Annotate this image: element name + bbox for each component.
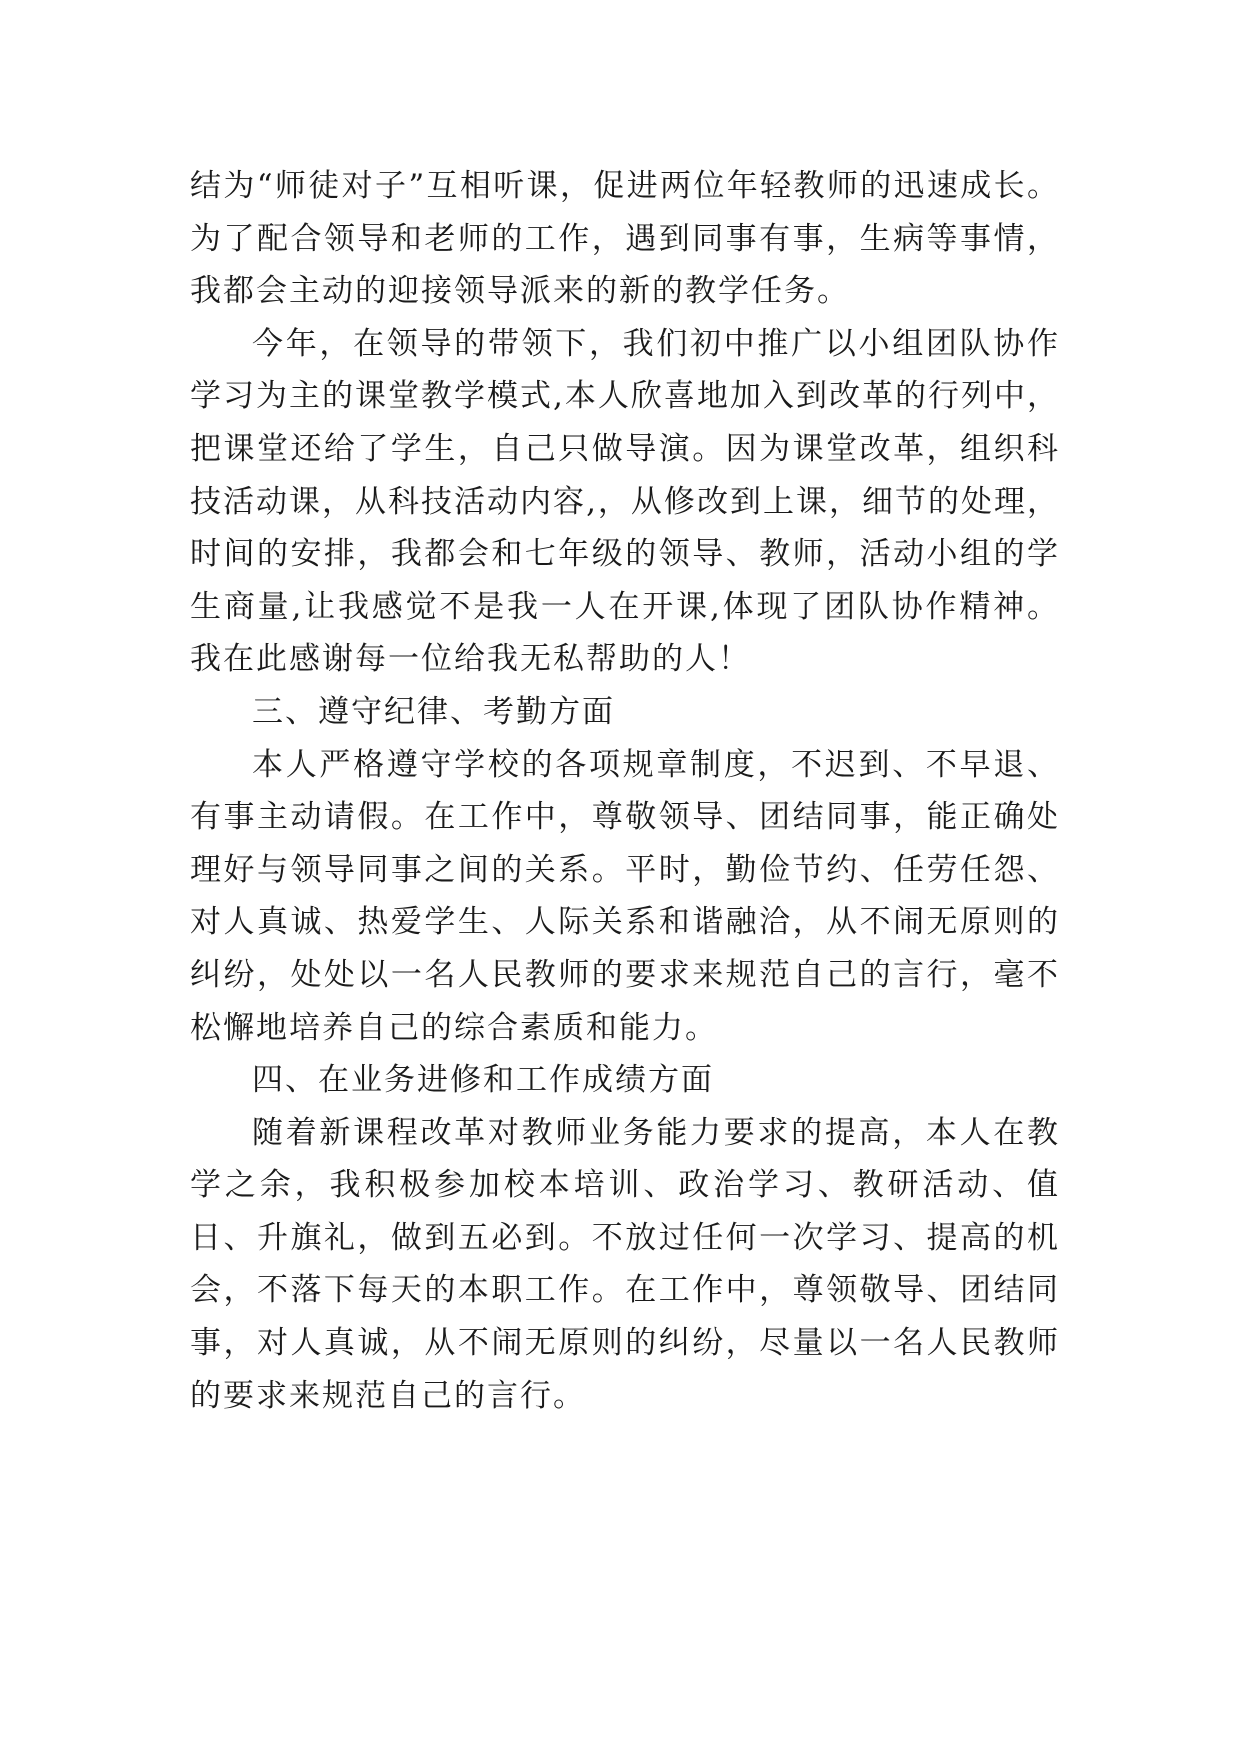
document-body bbox=[190, 160, 1060, 1422]
paragraph-discipline: 本人严格遵守学校的各项规章制度，不迟到、不早退、有事主动请假。在工作中，尊敬领导、团结同事，能正确处理好与领导同事之间的关系。平时，勤俭节约、任劳任怨、对人真诚、热爱学生、人际关系和谐融洽，从不闹无原则的纠纷，处处以一名人民教师的要求来规范自己的言行，毫不松懈地培养自己的综合素质和能力。 bbox=[190, 746, 1060, 1046]
section-heading-professional-development: 四、在业务进修和工作成绩方面 bbox=[252, 1062, 714, 1099]
section-heading-discipline: 三、遵守纪律、考勤方面 bbox=[252, 693, 615, 730]
paragraph-professional-development: 随着新课程改革对教师业务能力要求的提高，本人在教学之余，我积极参加校本培训、政治学习、教研活动、值日、升旗礼，做到五必到。不放过任何一次学习、提高的机会，不落下每天的本职工作。在工作中，尊领敬导、团结同事，对人真诚，从不闹无原则的纠纷，尽量以一名人民教师的要求来规范自己的言行。 bbox=[190, 1114, 1060, 1414]
paragraph-classroom-reform: 今年，在领导的带领下，我们初中推广以小组团队协作学习为主的课堂教学模式,本人欣喜地加入到改革的行列中，把课堂还给了学生，自己只做导演。因为课堂改革，组织科技活动课，从科技活动内容,，从修改到上课，细节的处理，时间的安排，我都会和七年级的领导、教师，活动小组的学生商量,让我感觉不是我一人在开课,体现了团队协作精神。我在此感谢每一位给我无私帮助的人！ bbox=[190, 325, 1060, 678]
paragraph-continuation: 结为“师徒对子”互相听课，促进两位年轻教师的迅速成长。为了配合领导和老师的工作，遇到同事有事，生病等事情，我都会主动的迎接领导派来的新的教学任务。 bbox=[190, 168, 1060, 310]
